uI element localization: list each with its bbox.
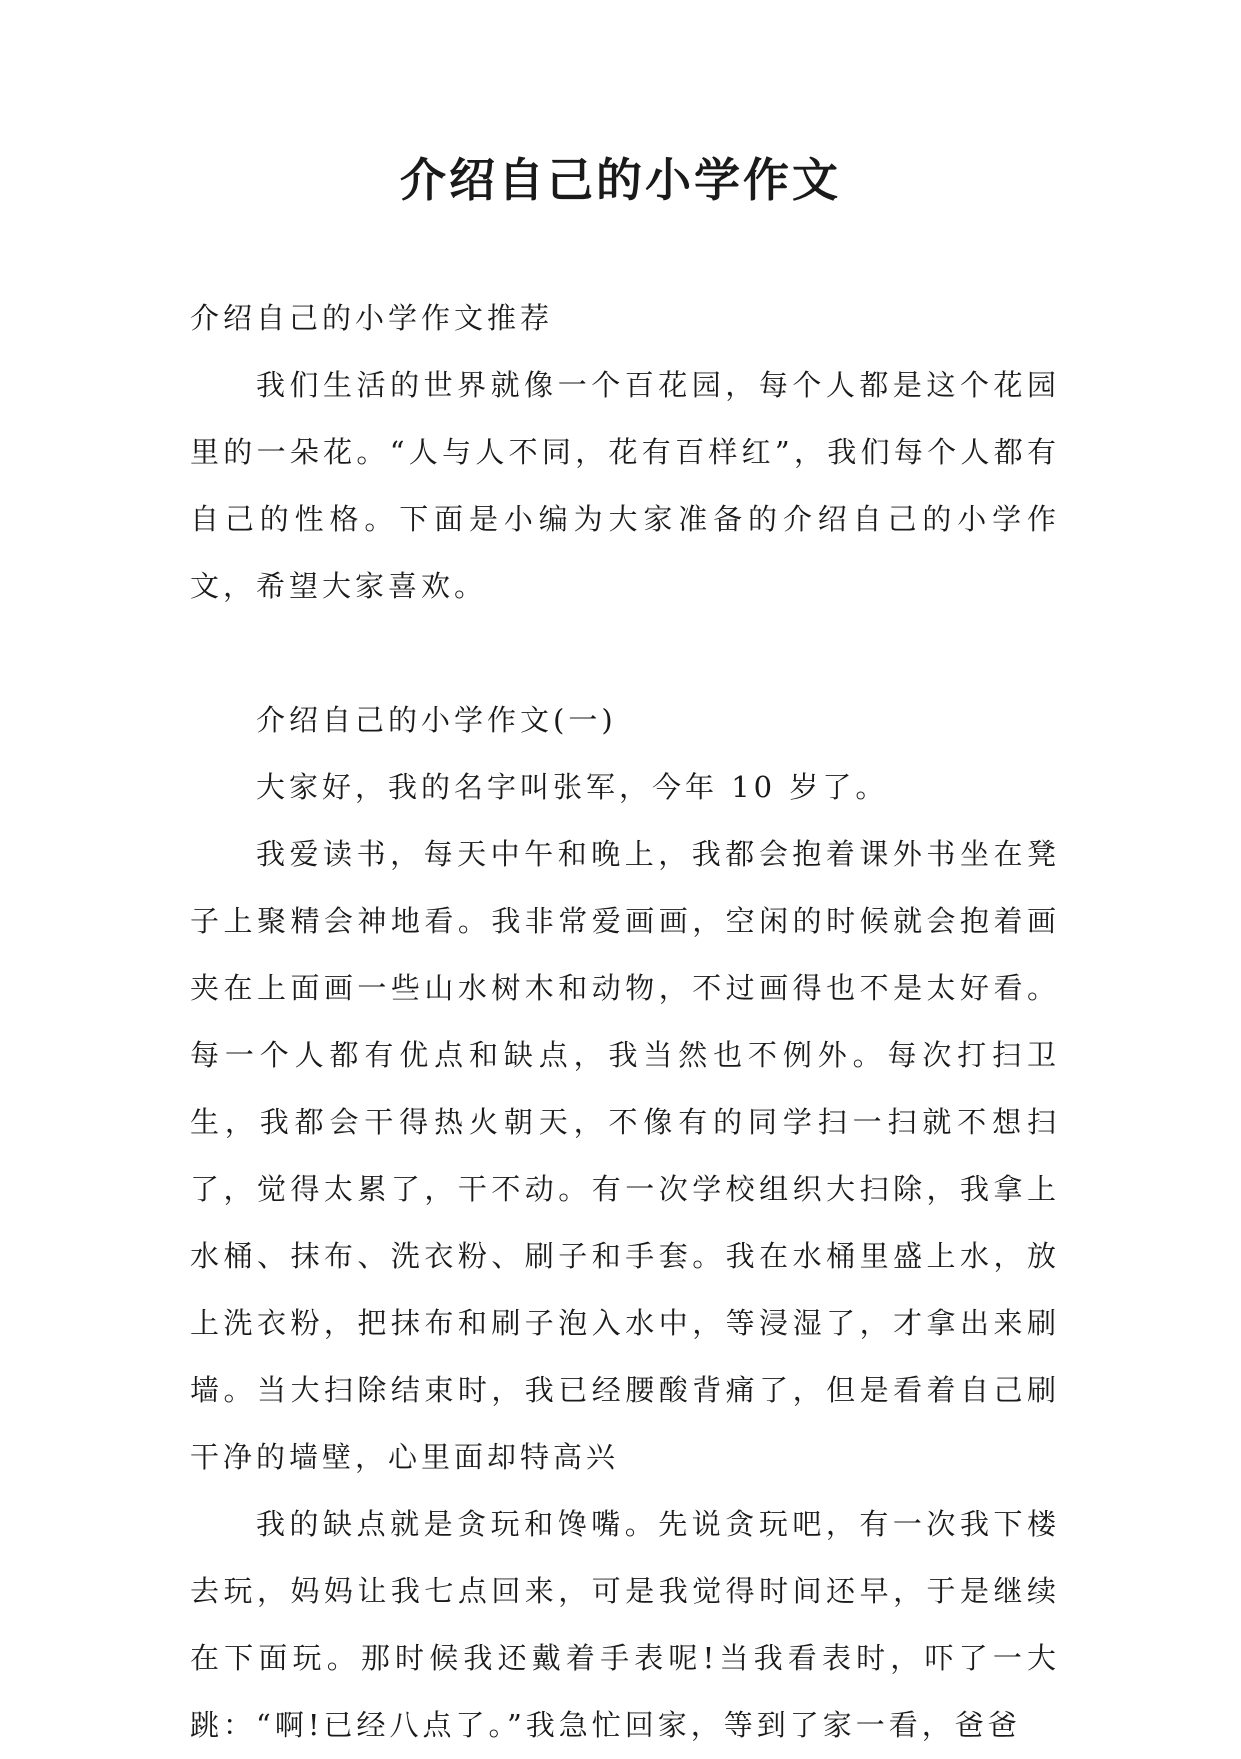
body-paragraph: 大家好，我的名字叫张军，今年 10 岁了。	[256, 770, 889, 804]
body-paragraph: 我的缺点就是贪玩和馋嘴。先说贪玩吧，有一次我下楼去玩，妈妈让我七点回来，可是我觉得时间还早，于是继续在下面玩。那时候我还戴着手表呢!当我看表时，吓了一大跳：“啊!已经八点了。”我急忙回家，等到了家一看，爸爸	[190, 1507, 1060, 1742]
section-heading: 介绍自己的小学作文(一)	[256, 703, 617, 737]
document-subtitle: 介绍自己的小学作文推荐	[190, 301, 554, 335]
paragraph-spacer	[190, 620, 1060, 687]
body-paragraph: 我爱读书，每天中午和晚上，我都会抱着课外书坐在凳子上聚精会神地看。我非常爱画画，空闲的时候就会抱着画夹在上面画一些山水树木和动物，不过画得也不是太好看。每一个人都有优点和缺点，我当然也不例外。每次打扫卫生，我都会干得热火朝天，不像有的同学扫一扫就不想扫了，觉得太累了，干不动。有一次学校组织大扫除，我拿上水桶、抹布、洗衣粉、刷子和手套。我在水桶里盛上水，放上洗衣粉，把抹布和刷子泡入水中，等浸湿了，才拿出来刷墙。当大扫除结束时，我已经腰酸背痛了，但是看着自己刷干净的墙壁，心里面却特高兴	[190, 837, 1060, 1474]
document-title: 介绍自己的小学作文	[400, 153, 841, 207]
document-body	[190, 285, 1060, 1759]
intro-paragraph: 我们生活的世界就像一个百花园，每个人都是这个花园里的一朵花。“人与人不同，花有百样红”，我们每个人都有自己的性格。下面是小编为大家准备的介绍自己的小学作文，希望大家喜欢。	[190, 368, 1060, 603]
